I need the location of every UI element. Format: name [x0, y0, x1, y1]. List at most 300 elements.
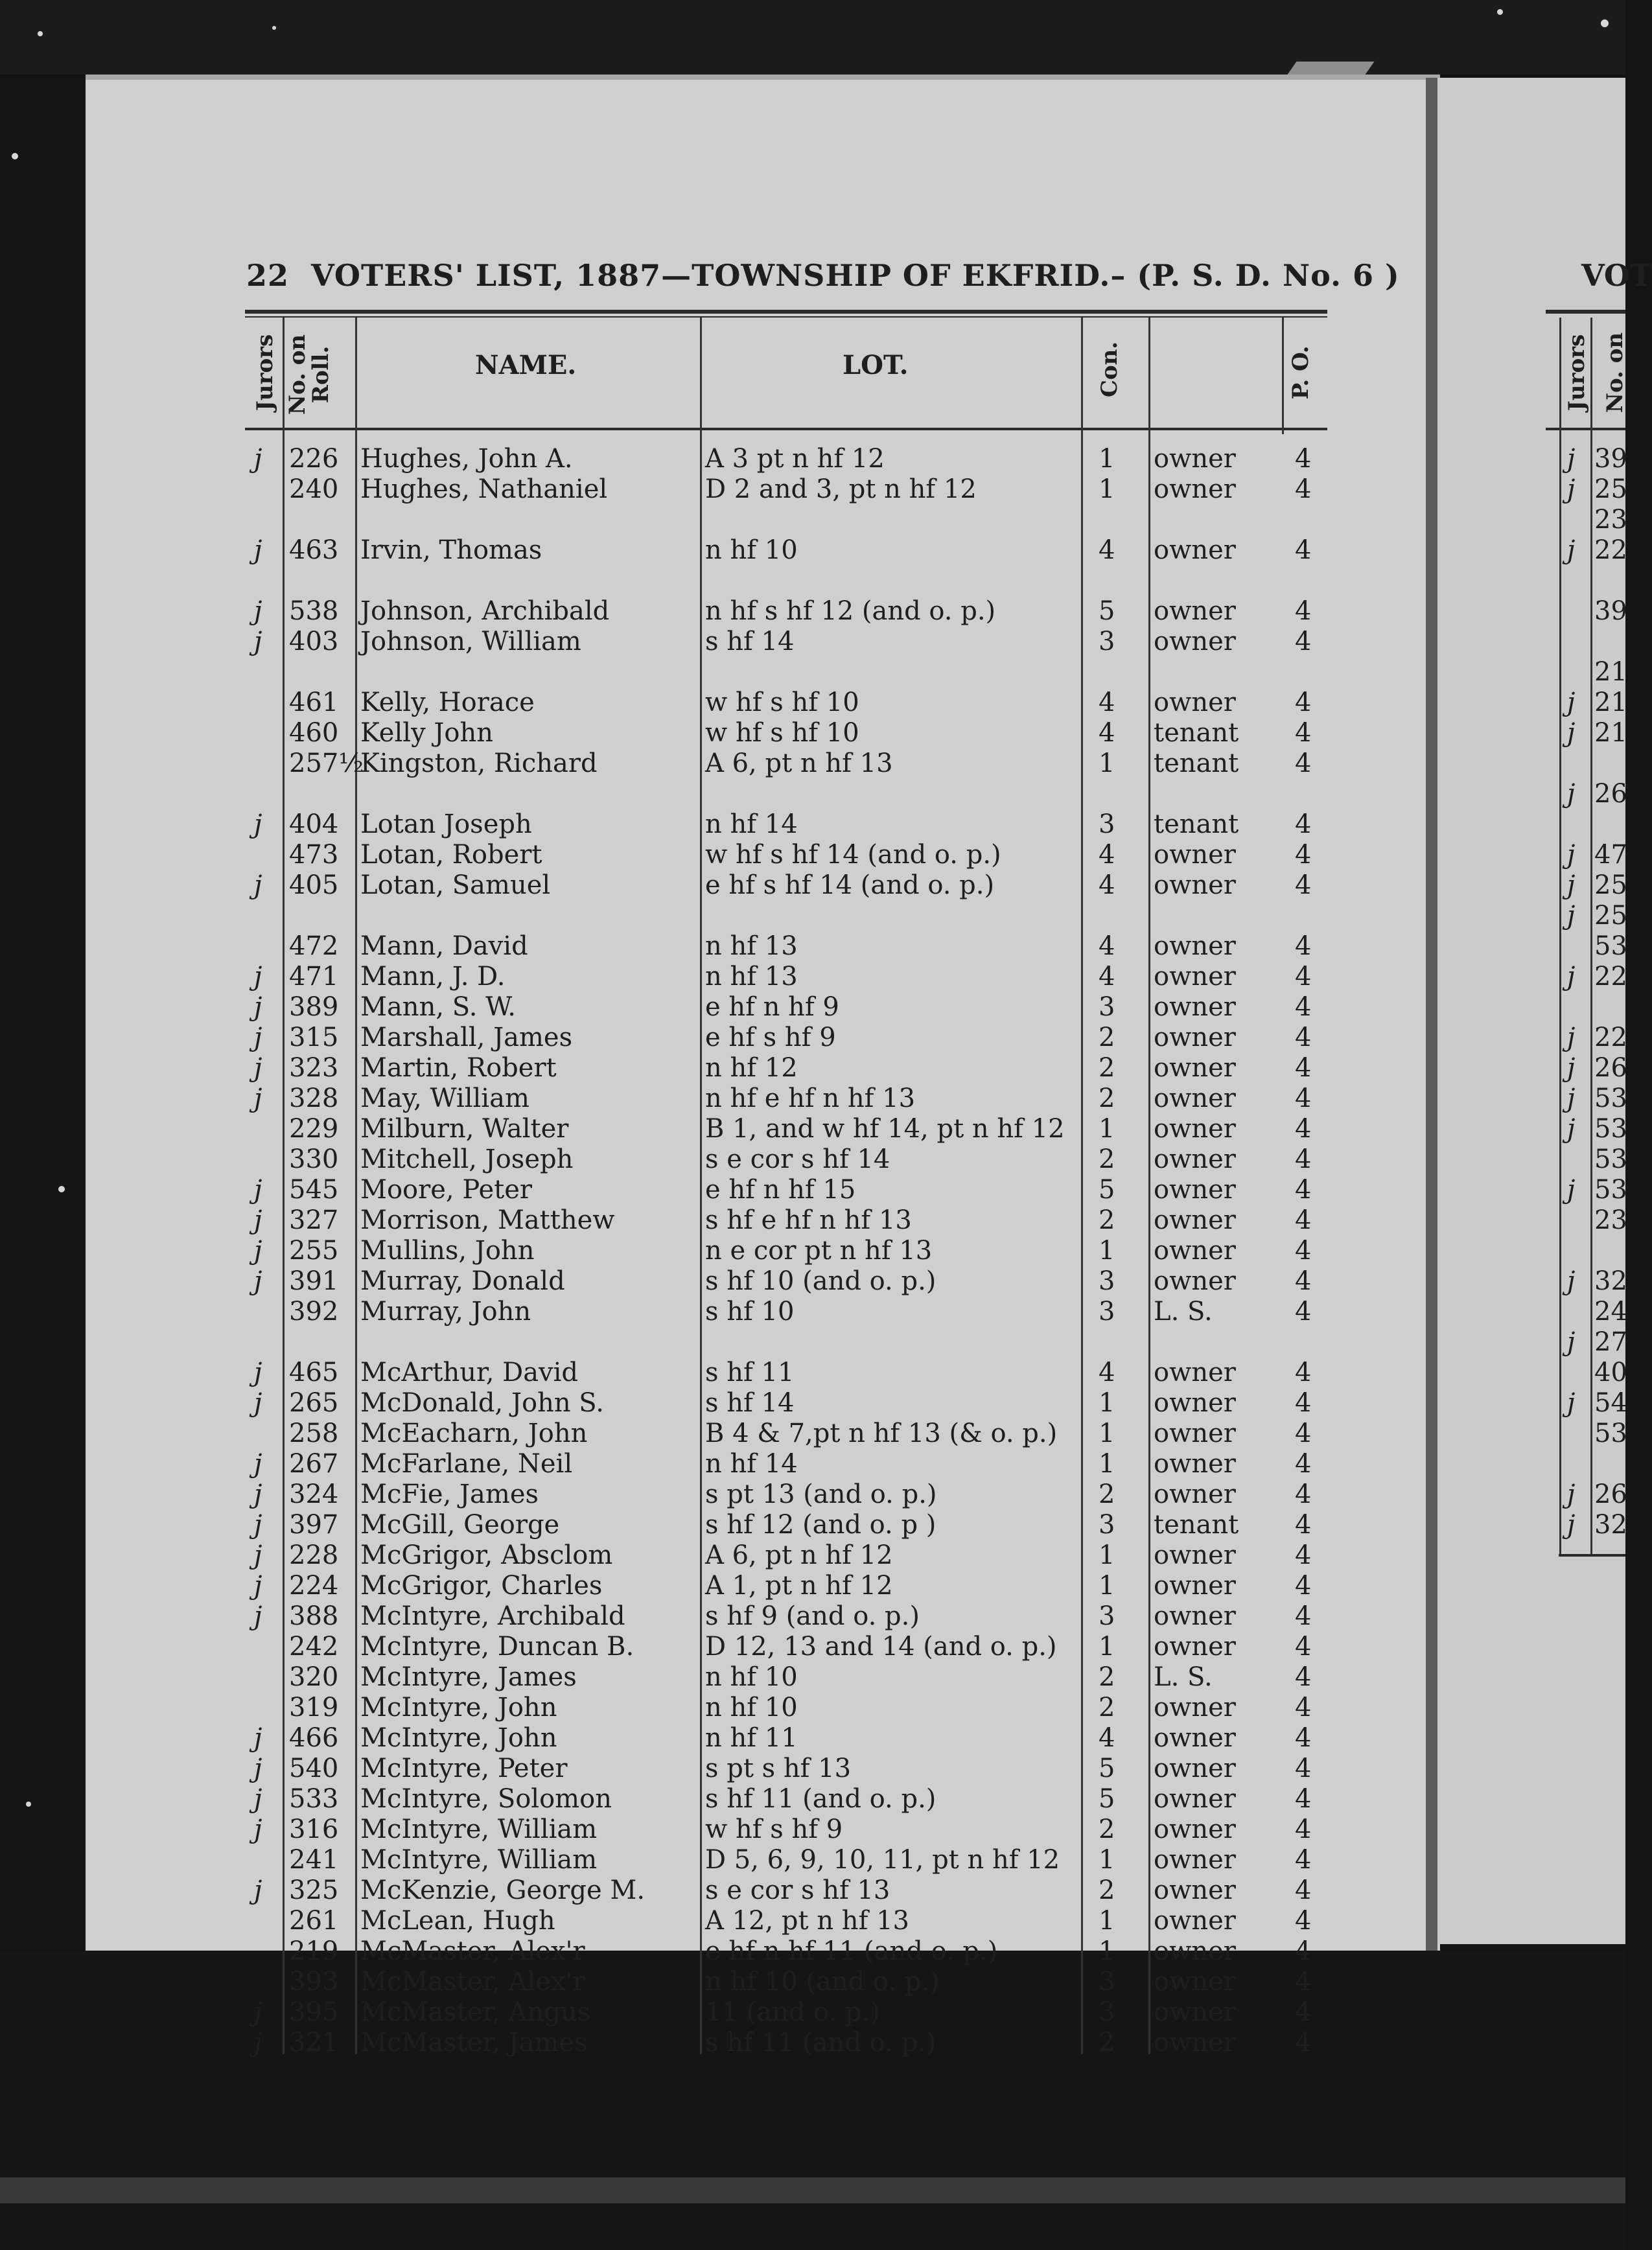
juror-mark: j — [1567, 1023, 1576, 1052]
juror-mark: j — [254, 1053, 262, 1083]
roll-number: 27 — [1594, 1327, 1627, 1357]
facing-page — [1437, 78, 1625, 1944]
concession: 4 — [1099, 1358, 1115, 1387]
status: owner — [1154, 1723, 1236, 1753]
juror-mark: j — [254, 1540, 262, 1570]
status: owner — [1154, 1540, 1236, 1570]
status: owner — [1154, 1601, 1236, 1631]
lot-description: n hf 13 — [705, 962, 798, 992]
status: owner — [1154, 1479, 1236, 1509]
juror-mark: j — [254, 1571, 262, 1601]
juror-mark: j — [254, 1084, 262, 1113]
voter-name: Kelly, Horace — [360, 688, 535, 717]
table-row — [0, 840, 1426, 870]
status: L. S. — [1154, 1297, 1213, 1327]
voter-name: McIntyre, John — [360, 1723, 557, 1753]
post-office: 4 — [1295, 596, 1312, 626]
roll-number: 389 — [289, 992, 339, 1022]
juror-mark: j — [1567, 535, 1576, 565]
lot-description: s hf 14 — [705, 1388, 795, 1418]
post-office: 4 — [1295, 1114, 1312, 1144]
voter-name: McGrigor, Charles — [360, 1571, 603, 1601]
post-office: 4 — [1295, 1236, 1312, 1266]
table-row — [0, 718, 1426, 748]
status: owner — [1154, 1632, 1236, 1662]
roll-number: 25 — [1594, 901, 1627, 931]
post-office: 4 — [1295, 840, 1312, 870]
lot-description: D 12, 13 and 14 (and o. p.) — [705, 1632, 1057, 1662]
status: owner — [1154, 688, 1236, 717]
concession: 3 — [1099, 1997, 1115, 2027]
table-row — [0, 809, 1426, 840]
voter-name: Irvin, Thomas — [360, 535, 542, 565]
lot-description: s pt 13 (and o. p.) — [705, 1479, 937, 1509]
concession: 5 — [1099, 596, 1115, 626]
table-row — [0, 1815, 1426, 1845]
status: owner — [1154, 627, 1236, 656]
roll-number: 240 — [289, 474, 339, 504]
juror-mark: j — [1567, 1053, 1576, 1083]
post-office: 4 — [1295, 1449, 1312, 1479]
roll-number: 545 — [289, 1175, 339, 1205]
roll-number: 324 — [289, 1479, 339, 1509]
table-row — [0, 1571, 1426, 1601]
concession: 3 — [1099, 1510, 1115, 1540]
lot-description: s hf e hf n hf 13 — [705, 1205, 912, 1235]
col-rule — [1282, 318, 1284, 434]
concession: 5 — [1099, 1754, 1115, 1783]
roll-number: 540 — [289, 1754, 339, 1783]
juror-mark: j — [254, 962, 262, 992]
concession: 1 — [1099, 1845, 1115, 1875]
roll-number: 316 — [289, 1815, 339, 1844]
post-office: 4 — [1295, 809, 1312, 839]
table-row — [0, 627, 1426, 657]
voter-name: Hughes, John A. — [360, 444, 573, 474]
roll-number: 466 — [289, 1723, 339, 1753]
concession: 1 — [1099, 1419, 1115, 1448]
lot-description: w hf s hf 9 — [705, 1815, 843, 1844]
roll-number: 391 — [289, 1266, 339, 1296]
table-row — [0, 596, 1426, 627]
status: owner — [1154, 1236, 1236, 1266]
lot-description: D 5, 6, 9, 10, 11, pt n hf 12 — [705, 1845, 1060, 1875]
post-office: 4 — [1295, 1023, 1312, 1052]
roll-number: 325 — [289, 1875, 339, 1905]
concession: 3 — [1099, 1266, 1115, 1296]
juror-mark: j — [254, 1815, 262, 1844]
post-office: 4 — [1295, 1205, 1312, 1235]
roll-number: 257½ — [289, 748, 364, 778]
lot-description: D 2 and 3, pt n hf 12 — [705, 474, 977, 504]
post-office: 4 — [1295, 627, 1312, 656]
header-rule — [245, 310, 1327, 314]
post-office: 4 — [1295, 2028, 1312, 2058]
juror-mark: j — [1567, 1266, 1576, 1296]
roll-number: 53 — [1594, 931, 1627, 961]
post-office: 4 — [1295, 1175, 1312, 1205]
roll-number: 23 — [1594, 1205, 1627, 1235]
juror-mark: j — [254, 1601, 262, 1631]
table-row — [0, 1084, 1426, 1114]
juror-mark: j — [254, 1449, 262, 1479]
juror-mark: j — [254, 1175, 262, 1205]
roll-number: 538 — [289, 596, 339, 626]
lot-description: A 6, pt n hf 12 — [705, 1540, 893, 1570]
roll-number: 265 — [289, 1388, 339, 1418]
voter-name: Johnson, William — [360, 627, 581, 656]
roll-number: 388 — [289, 1601, 339, 1631]
status: owner — [1154, 1175, 1236, 1205]
col-header-no-on-roll: No. on Roll. — [285, 334, 334, 415]
status: tenant — [1154, 748, 1239, 778]
juror-mark: j — [1567, 870, 1576, 900]
post-office: 4 — [1295, 1266, 1312, 1296]
column-header-rule — [245, 428, 1327, 430]
concession: 3 — [1099, 809, 1115, 839]
table-row — [0, 931, 1426, 962]
dust-speck — [1601, 19, 1609, 27]
concession: 4 — [1099, 535, 1115, 565]
voter-name: Hughes, Nathaniel — [360, 474, 608, 504]
voter-name: Marshall, James — [360, 1023, 573, 1052]
table-row — [0, 535, 1426, 566]
voter-name: McDonald, John S. — [360, 1388, 604, 1418]
post-office: 4 — [1295, 1754, 1312, 1783]
voter-name: Moore, Peter — [360, 1175, 532, 1205]
table-row — [0, 992, 1426, 1023]
status: owner — [1154, 840, 1236, 870]
table-row — [0, 1997, 1426, 2028]
status: owner — [1154, 1571, 1236, 1601]
roll-number: 315 — [289, 1023, 339, 1052]
table-row — [0, 1023, 1426, 1053]
voter-name: McFie, James — [360, 1479, 539, 1509]
page-header — [246, 258, 1400, 293]
roll-number: 26 — [1594, 1053, 1627, 1083]
voter-name: McIntyre, William — [360, 1845, 598, 1875]
lot-description: w hf s hf 10 — [705, 688, 859, 717]
status: owner — [1154, 1266, 1236, 1296]
status: owner — [1154, 1815, 1236, 1844]
roll-number: 21 — [1594, 657, 1627, 687]
juror-mark: j — [1567, 1175, 1576, 1205]
concession: 3 — [1099, 627, 1115, 656]
post-office: 4 — [1295, 1053, 1312, 1083]
page-gutter — [1426, 78, 1437, 1957]
concession: 3 — [1099, 1967, 1115, 1997]
post-office: 4 — [1295, 1875, 1312, 1905]
lot-description: n hf 10 — [705, 1662, 798, 1692]
voter-name: Mann, David — [360, 931, 528, 961]
juror-mark: j — [254, 535, 262, 565]
table-row — [0, 1784, 1426, 1815]
juror-mark: j — [1567, 718, 1576, 748]
post-office: 4 — [1295, 444, 1312, 474]
concession: 1 — [1099, 1571, 1115, 1601]
lot-description: n hf 10 (and o. p.) — [705, 1967, 940, 1997]
juror-mark: j — [1567, 1388, 1576, 1418]
voter-name: McGrigor, Absclom — [360, 1540, 613, 1570]
roll-number: 22 — [1594, 1023, 1627, 1052]
voter-name: McLean, Hugh — [360, 1906, 555, 1936]
lot-description: 11 (and o. p.) — [705, 1997, 880, 2027]
post-office: 4 — [1295, 1144, 1312, 1174]
status: owner — [1154, 1784, 1236, 1814]
roll-number: 219 — [289, 1936, 339, 1966]
post-office: 4 — [1295, 1845, 1312, 1875]
table-row — [0, 474, 1426, 505]
lot-description: n hf 10 — [705, 535, 798, 565]
roll-number: 26 — [1594, 779, 1627, 809]
lot-description: e hf n hf 15 — [705, 1175, 856, 1205]
status: owner — [1154, 1114, 1236, 1144]
voter-name: May, William — [360, 1084, 529, 1113]
status: tenant — [1154, 809, 1239, 839]
roll-number: 533 — [289, 1784, 339, 1814]
voter-name: Mann, J. D. — [360, 962, 506, 992]
lot-description: n hf 14 — [705, 809, 798, 839]
roll-number: 229 — [289, 1114, 339, 1144]
lot-description: w hf s hf 14 (and o. p.) — [705, 840, 1001, 870]
lot-description: A 3 pt n hf 12 — [705, 444, 885, 474]
lot-description: n hf e hf n hf 13 — [705, 1084, 916, 1113]
status: owner — [1154, 1053, 1236, 1083]
juror-mark: j — [254, 1510, 262, 1540]
table-row — [0, 1906, 1426, 1936]
status: owner — [1154, 1967, 1236, 1997]
post-office: 4 — [1295, 1479, 1312, 1509]
table-row — [0, 1723, 1426, 1754]
table-row — [0, 1419, 1426, 1449]
voter-name: Murray, John — [360, 1297, 531, 1327]
post-office: 4 — [1295, 1601, 1312, 1631]
roll-number: 53 — [1594, 1419, 1627, 1448]
juror-mark: j — [1567, 1479, 1576, 1509]
dust-speck — [12, 153, 18, 159]
juror-mark: j — [254, 1205, 262, 1235]
concession: 2 — [1099, 2028, 1115, 2058]
roll-number: 40 — [1594, 1358, 1627, 1387]
post-office: 4 — [1295, 1540, 1312, 1570]
roll-number: 330 — [289, 1144, 339, 1174]
lot-description: n hf 11 — [705, 1723, 798, 1753]
post-office: 4 — [1295, 748, 1312, 778]
status: owner — [1154, 1936, 1236, 1966]
status: owner — [1154, 1023, 1236, 1052]
concession: 2 — [1099, 1023, 1115, 1052]
page-number: 22 — [246, 258, 290, 293]
roll-number: 22 — [1594, 962, 1627, 992]
col-header-jurors: Jurors — [252, 334, 278, 412]
col-header-name: NAME. — [475, 350, 577, 380]
roll-number: 393 — [289, 1967, 339, 1997]
post-office: 4 — [1295, 1723, 1312, 1753]
roll-number: 241 — [289, 1845, 339, 1875]
status: owner — [1154, 1358, 1236, 1387]
lot-description: B 4 & 7,pt n hf 13 (& o. p.) — [705, 1419, 1058, 1448]
roll-number: 323 — [289, 1053, 339, 1083]
table-row — [0, 1144, 1426, 1175]
post-office: 4 — [1295, 718, 1312, 748]
voter-name: McIntyre, Peter — [360, 1754, 568, 1783]
post-office: 4 — [1295, 1906, 1312, 1936]
lot-description: n hf 12 — [705, 1053, 798, 1083]
voter-name: Morrison, Matthew — [360, 1205, 615, 1235]
lot-description: s hf 11 (and o. p.) — [705, 1784, 937, 1814]
table-row — [0, 1662, 1426, 1693]
roll-number: 327 — [289, 1205, 339, 1235]
juror-mark: j — [254, 809, 262, 839]
roll-number: 320 — [289, 1662, 339, 1692]
voter-name: McKenzie, George M. — [360, 1875, 646, 1905]
post-office: 4 — [1295, 1936, 1312, 1966]
lot-description: e hf s hf 14 (and o. p.) — [705, 870, 995, 900]
lot-description: A 1, pt n hf 12 — [705, 1571, 893, 1601]
lot-description: n e cor pt n hf 13 — [705, 1236, 933, 1266]
roll-number: 23 — [1594, 505, 1627, 535]
table-row — [0, 1540, 1426, 1571]
concession: 3 — [1099, 1297, 1115, 1327]
juror-mark: j — [254, 1875, 262, 1905]
header-rule-thin — [245, 316, 1327, 318]
voter-name: McMaster, James — [360, 2028, 588, 2058]
table-row — [0, 1297, 1426, 1327]
voter-name: McFarlane, Neil — [360, 1449, 573, 1479]
concession: 1 — [1099, 474, 1115, 504]
roll-number: 25 — [1594, 870, 1627, 900]
table-row — [0, 1236, 1426, 1266]
voter-name: McIntyre, William — [360, 1815, 598, 1844]
lot-description: s e cor s hf 14 — [705, 1144, 890, 1174]
juror-mark: j — [254, 1784, 262, 1814]
status: owner — [1154, 992, 1236, 1022]
voter-name: McGill, George — [360, 1510, 560, 1540]
juror-mark: j — [1567, 688, 1576, 717]
post-office: 4 — [1295, 1693, 1312, 1722]
col-header-po: P. O. — [1288, 345, 1314, 400]
voter-name: Lotan Joseph — [360, 809, 532, 839]
concession: 2 — [1099, 1479, 1115, 1509]
col-header-lot: LOT. — [843, 350, 909, 380]
scan-frame-strip — [0, 2177, 1625, 2203]
lot-description: e hf n hf 9 — [705, 992, 839, 1022]
voter-name: McMaster, Angus — [360, 1997, 591, 2027]
lot-description: e hf n hf 11 (and o. p.) — [705, 1936, 998, 1966]
voter-name: Kingston, Richard — [360, 748, 598, 778]
facing-col-header-no: No. on — [1602, 332, 1628, 413]
roll-number: 21 — [1594, 688, 1627, 717]
table-row — [0, 1967, 1426, 1997]
post-office: 4 — [1295, 1388, 1312, 1418]
table-row — [0, 870, 1426, 901]
post-office: 4 — [1295, 1419, 1312, 1448]
juror-mark: j — [1567, 779, 1576, 809]
juror-mark: j — [1567, 474, 1576, 504]
roll-number: 397 — [289, 1510, 339, 1540]
status: owner — [1154, 1144, 1236, 1174]
status: tenant — [1154, 718, 1239, 748]
voter-name: Johnson, Archibald — [360, 596, 610, 626]
roll-number: 255 — [289, 1236, 339, 1266]
status: owner — [1154, 1388, 1236, 1418]
lot-description: w hf s hf 10 — [705, 718, 859, 748]
lot-description: A 12, pt n hf 13 — [705, 1906, 909, 1936]
roll-number: 471 — [289, 962, 339, 992]
concession: 1 — [1099, 748, 1115, 778]
table-row — [0, 1388, 1426, 1419]
lot-description: s e cor s hf 13 — [705, 1875, 890, 1905]
post-office: 4 — [1295, 1967, 1312, 1997]
facing-col-rule — [1590, 318, 1592, 1555]
status: owner — [1154, 1906, 1236, 1936]
concession: 4 — [1099, 962, 1115, 992]
juror-mark: j — [1567, 1510, 1576, 1540]
table-row — [0, 1266, 1426, 1297]
lot-description: s hf 10 — [705, 1297, 795, 1327]
juror-mark: j — [254, 1754, 262, 1783]
concession: 1 — [1099, 1236, 1115, 1266]
roll-number: 47 — [1594, 840, 1627, 870]
facing-page-header: VOT — [1581, 258, 1652, 293]
table-row — [0, 2028, 1426, 2058]
lot-description: s pt s hf 13 — [705, 1754, 852, 1783]
status: owner — [1154, 1845, 1236, 1875]
concession: 1 — [1099, 1449, 1115, 1479]
roll-number: 22 — [1594, 535, 1627, 565]
table-row — [0, 444, 1426, 474]
concession: 2 — [1099, 1084, 1115, 1113]
post-office: 4 — [1295, 1784, 1312, 1814]
status: owner — [1154, 931, 1236, 961]
juror-mark: j — [254, 627, 262, 656]
lot-description: s hf 14 — [705, 627, 795, 656]
juror-mark: j — [254, 1358, 262, 1387]
juror-mark: j — [254, 870, 262, 900]
roll-number: 32 — [1594, 1510, 1627, 1540]
status: owner — [1154, 474, 1236, 504]
status: owner — [1154, 1419, 1236, 1448]
voter-name: McIntyre, Duncan B. — [360, 1632, 634, 1662]
lot-description: s hf 11 — [705, 1358, 795, 1387]
concession: 2 — [1099, 1693, 1115, 1722]
concession: 1 — [1099, 1114, 1115, 1144]
roll-number: 405 — [289, 870, 339, 900]
concession: 5 — [1099, 1175, 1115, 1205]
post-office: 4 — [1295, 1510, 1312, 1540]
table-row — [0, 1845, 1426, 1875]
roll-number: 404 — [289, 809, 339, 839]
post-office: 4 — [1295, 1358, 1312, 1387]
roll-number: 39 — [1594, 596, 1627, 626]
post-office: 4 — [1295, 962, 1312, 992]
lot-description: s hf 11 (and o. p.) — [705, 2028, 937, 2058]
roll-number: 228 — [289, 1540, 339, 1570]
juror-mark: j — [254, 1723, 262, 1753]
table-row — [0, 1479, 1426, 1510]
juror-mark: j — [254, 1236, 262, 1266]
voter-name: Lotan, Robert — [360, 840, 542, 870]
roll-number: 25 — [1594, 474, 1627, 504]
facing-bottom-rule — [1559, 1554, 1625, 1557]
concession: 5 — [1099, 1784, 1115, 1814]
voter-name: Martin, Robert — [360, 1053, 557, 1083]
lot-description: s hf 9 (and o. p.) — [705, 1601, 920, 1631]
table-row — [0, 1205, 1426, 1236]
roll-number: 242 — [289, 1632, 339, 1662]
table-row — [0, 1175, 1426, 1205]
lot-description: n hf s hf 12 (and o. p.) — [705, 596, 996, 626]
